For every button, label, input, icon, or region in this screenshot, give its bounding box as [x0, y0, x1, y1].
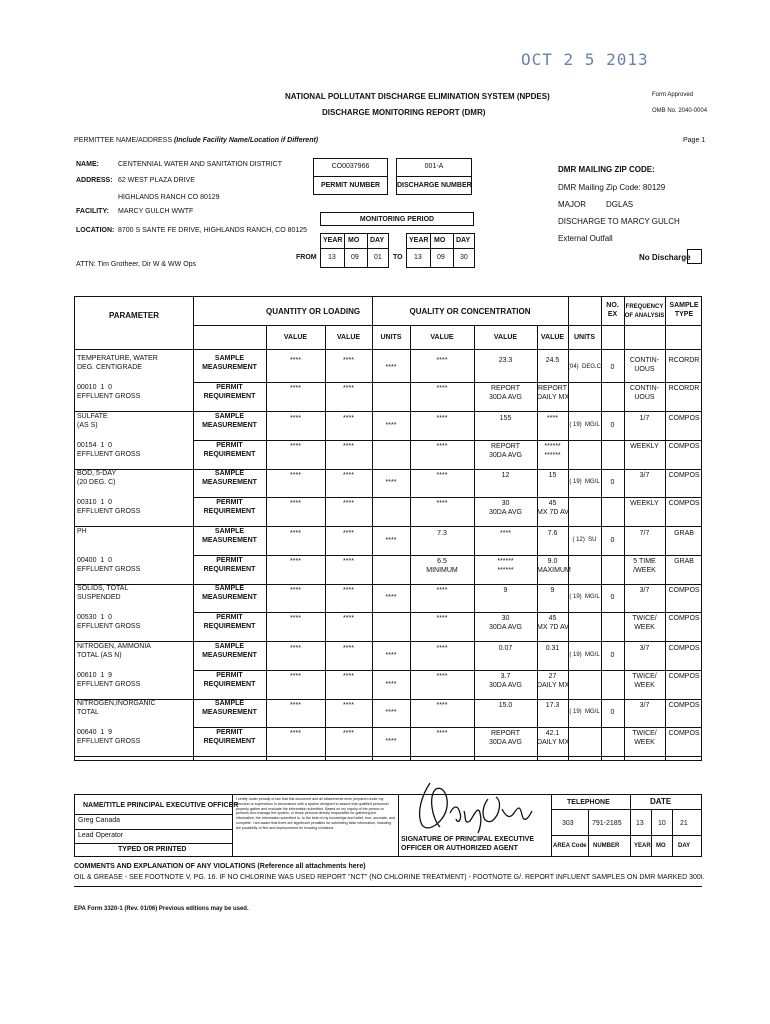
- sample-c2: 9: [503, 587, 508, 594]
- sample-qu: ****: [385, 364, 397, 371]
- sample-c2: 155: [499, 414, 512, 422]
- to-date-box: [406, 233, 475, 268]
- area-code-label: AREA Code: [553, 843, 587, 849]
- sample-c3: ****: [547, 414, 558, 422]
- sample-cu: ( 19) MG/L: [569, 594, 600, 600]
- permit-freq: WEEKLY: [630, 500, 659, 507]
- sample-c2: 0.07: [498, 644, 513, 652]
- permit-q2: ****: [343, 385, 354, 392]
- parameter-name: SULFATE (AS S): [77, 412, 108, 429]
- sample-ex: 0: [610, 364, 615, 371]
- sample-measurement-label: SAMPLE MEASUREMENT: [202, 527, 257, 544]
- value-col-header: VALUE: [283, 334, 308, 341]
- parameter-name: PH: [77, 527, 87, 535]
- permit-q2: ****: [343, 615, 354, 622]
- permit-type: COMPOS: [668, 442, 700, 450]
- sample-type-header: SAMPLE TYPE: [669, 302, 699, 318]
- to-label: TO: [393, 254, 403, 261]
- form-approved: Form Approved: [652, 92, 694, 98]
- sample-qu: ****: [385, 594, 397, 601]
- sample-c3: 0.31: [545, 644, 560, 652]
- permit-freq: WEEKLY: [630, 442, 659, 450]
- permit-c2: REPORT 30DA AVG: [489, 442, 522, 459]
- mailing-title: DMR MAILING ZIP CODE:: [558, 165, 655, 174]
- permit-c1: ****: [436, 672, 448, 680]
- permit-q1: ****: [290, 730, 301, 737]
- permit-c2: ****** ******: [497, 557, 514, 574]
- sample-q1: ****: [290, 357, 301, 364]
- sample-q2: ****: [343, 414, 354, 422]
- facility-name: MARCY GULCH WWTF: [118, 208, 194, 215]
- sample-qu: ****: [385, 709, 397, 716]
- parameter-code: 00400 1 0 EFFLUENT GROSS: [77, 556, 141, 573]
- from-month: 09: [351, 254, 359, 261]
- sample-c1: ****: [436, 702, 448, 709]
- permit-freq: CONTIN- UOUS: [629, 385, 660, 401]
- name-label: NAME:: [76, 161, 99, 168]
- sample-c1: ****: [436, 414, 448, 422]
- permit-number-label: PERMIT NUMBER: [320, 182, 381, 189]
- permit-type: COMPOS: [668, 730, 700, 737]
- sample-cu: (04) DEG.C: [568, 364, 602, 370]
- permit-q1: ****: [290, 557, 301, 565]
- sample-cu: ( 19) MG/L: [569, 651, 600, 658]
- sample-q2: ****: [343, 472, 354, 479]
- sample-cu: ( 19) MG/L: [569, 709, 600, 715]
- permit-c3: 27 DAILY MX: [537, 672, 570, 689]
- sample-q1: ****: [290, 414, 301, 422]
- parameter-code: 00310 1 0 EFFLUENT GROSS: [77, 499, 141, 515]
- sample-measurement-label: SAMPLE MEASUREMENT: [202, 412, 257, 429]
- sample-q2: ****: [343, 587, 354, 594]
- parameter-code: 00640 1 9 EFFLUENT GROSS: [77, 729, 141, 745]
- form-subtitle: DISCHARGE MONITORING REPORT (DMR): [322, 108, 486, 117]
- dglas-label: DGLAS: [606, 200, 634, 209]
- sample-ex: 0: [610, 709, 615, 716]
- sample-c2: 23.3: [498, 357, 513, 364]
- comments-title: COMMENTS AND EXPLANATION OF ANY VIOLATIONS (Reference all attachments here): [74, 863, 366, 870]
- sample-measurement-label: SAMPLE MEASUREMENT: [202, 470, 257, 486]
- sample-c2: ****: [500, 529, 511, 537]
- permittee-label: PERMITTEE NAME/ADDRESS (Include Facility Name/Location if Different): [74, 137, 319, 144]
- permit-requirement-label: PERMIT REQUIREMENT: [203, 729, 256, 745]
- sample-freq: 3/7: [639, 644, 650, 652]
- comments-text: OIL & GREASE - SEE FOOTNOTE V, PG. 16. IF NO CHLORINE WAS USED REPORT "NCT" (NO CHLORINE TREATMENT) - FOOTNOTE G/. REPORT INFLUENT SAMPLES ON DMR MARKED 300I.: [74, 874, 705, 881]
- officer-title-label: NAME/TITLE PRINCIPAL EXECUTIVE OFFICER: [83, 802, 239, 809]
- permit-q1: ****: [290, 442, 301, 450]
- parameter-name: SOLIDS, TOTAL SUSPENDED: [77, 585, 129, 601]
- parameter-name: NITROGEN, AMMONIA TOTAL (AS N): [77, 642, 151, 659]
- permit-number: CO0037966: [331, 163, 370, 170]
- sample-qu: ****: [385, 651, 397, 659]
- sample-q2: ****: [343, 644, 354, 652]
- permit-c3: 9.0 MAXIMUM: [537, 557, 571, 574]
- sample-cu: ( 19) MG/L: [569, 421, 600, 428]
- sample-c2: 12: [501, 472, 510, 479]
- to-year-label: YEAR: [409, 237, 429, 244]
- parameter-code: 00610 1 9 EFFLUENT GROSS: [77, 671, 141, 688]
- sample-cu: ( 12) SU: [572, 536, 597, 543]
- sample-measurement-label: SAMPLE MEASUREMENT: [202, 585, 257, 601]
- permit-c1: 6.5 MINIMUM: [426, 557, 458, 574]
- sample-type: GRAB: [674, 529, 694, 537]
- permit-number-box: [313, 158, 388, 195]
- permit-q1: ****: [290, 385, 301, 392]
- to-day: 30: [460, 254, 468, 261]
- sample-cu: ( 19) MG/L: [569, 479, 600, 485]
- form-title: NATIONAL POLLUTANT DISCHARGE ELIMINATION SYSTEM (NPDES): [285, 92, 550, 101]
- sample-freq: CONTIN- UOUS: [629, 357, 660, 373]
- value-col-header: VALUE: [336, 334, 361, 341]
- sample-type: RCORDR: [668, 357, 700, 364]
- parameter-code: 00154 1 0 EFFLUENT GROSS: [77, 441, 141, 458]
- from-year-label: YEAR: [323, 237, 343, 244]
- omb-number: OMB No. 2040-0004: [652, 108, 708, 114]
- value-col-header: VALUE: [540, 334, 565, 341]
- permit-c1: ****: [436, 500, 448, 507]
- permit-c3: ****** ******: [544, 442, 561, 459]
- external-outfall: External Outfall: [558, 234, 613, 243]
- date-label: DATE: [650, 797, 672, 806]
- sample-q1: ****: [290, 472, 301, 479]
- units-col-header: UNITS: [380, 334, 402, 341]
- sample-type: COMPOS: [668, 472, 700, 479]
- permit-q2: ****: [343, 557, 354, 565]
- sample-ex: 0: [610, 421, 615, 429]
- sample-freq: 3/7: [639, 702, 650, 709]
- address-line-2: HIGHLANDS RANCH CO 80129: [118, 194, 220, 201]
- date-year: 13: [636, 820, 644, 827]
- sample-type: COMPOS: [668, 644, 700, 652]
- attention-line: ATTN: Tim Grotheer, Dir W & WW Ops: [76, 261, 197, 268]
- no-discharge-label: No Discharge: [639, 253, 691, 262]
- from-year: 13: [328, 254, 336, 261]
- sample-type: COMPOS: [668, 587, 700, 594]
- to-month: 09: [437, 254, 445, 261]
- monitoring-period-title: MONITORING PERIOD: [359, 216, 435, 223]
- year-label: YEAR: [634, 843, 651, 849]
- permit-c3: 42.1 DAILY MX: [537, 730, 570, 746]
- permit-c3: 45 MX 7D AV: [537, 615, 569, 631]
- permit-freq: TWICE/ WEEK: [632, 672, 657, 689]
- telephone-number: 791-2185: [592, 820, 622, 827]
- signature-image: [410, 775, 545, 837]
- sample-q2: ****: [343, 357, 354, 364]
- permit-c3: 45 MX 7D AV: [537, 500, 569, 516]
- to-year: 13: [414, 254, 422, 261]
- from-day: 01: [374, 254, 382, 261]
- sample-ex: 0: [610, 536, 615, 544]
- frequency-header: FREQUENCY OF ANALYSIS: [624, 304, 665, 319]
- permit-q1: ****: [290, 672, 301, 680]
- permit-type: GRAB: [674, 557, 694, 565]
- permit-c2: 3.7 30DA AVG: [489, 672, 522, 689]
- permit-c2: REPORT 30DA AVG: [489, 385, 522, 401]
- officer-role: Lead Operator: [78, 832, 124, 839]
- sample-q1: ****: [290, 587, 301, 594]
- permit-c1: ****: [436, 730, 448, 737]
- telephone-area-code: 303: [562, 820, 574, 827]
- sample-measurement-label: SAMPLE MEASUREMENT: [202, 642, 257, 659]
- permit-requirement-label: PERMIT REQUIREMENT: [203, 614, 256, 630]
- parameter-header: PARAMETER: [108, 311, 160, 320]
- no-discharge-checkbox[interactable]: [687, 249, 702, 264]
- sample-measurement-label: SAMPLE MEASUREMENT: [202, 355, 257, 371]
- parameter-name: NITROGEN,INORGANIC TOTAL: [77, 700, 156, 716]
- permit-c2: 30 30DA AVG: [489, 615, 522, 631]
- permit-qu: ****: [385, 680, 397, 688]
- permit-requirement-label: PERMIT REQUIREMENT: [203, 499, 256, 515]
- quantity-loading-header: QUANTITY OR LOADING: [266, 307, 361, 316]
- permit-requirement-label: PERMIT REQUIREMENT: [203, 384, 256, 400]
- from-day-label: DAY: [370, 237, 385, 244]
- from-date-box: [320, 233, 389, 268]
- permit-c1: ****: [436, 615, 448, 622]
- date-day: 21: [680, 820, 688, 827]
- permit-freq: TWICE/ WEEK: [632, 730, 657, 746]
- permit-q2: ****: [343, 500, 354, 507]
- monitoring-period-header: [320, 212, 474, 226]
- permit-freq: TWICE/ WEEK: [632, 615, 657, 631]
- permit-type: COMPOS: [668, 615, 700, 622]
- address-label: ADDRESS:: [76, 177, 113, 184]
- sample-type: COMPOS: [668, 702, 700, 709]
- value-col-header: VALUE: [493, 334, 518, 341]
- units-col-header: UNITS: [574, 334, 595, 341]
- sample-c1: 7.3: [437, 529, 447, 537]
- discharge-number: 001-A: [424, 163, 444, 170]
- sample-c1: ****: [436, 472, 448, 479]
- day-label: DAY: [678, 843, 691, 849]
- parameter-code: 00010 1 0 EFFLUENT GROSS: [77, 384, 141, 400]
- permit-requirement-label: PERMIT REQUIREMENT: [203, 441, 256, 458]
- mailing-zip: DMR Mailing Zip Code: 80129: [558, 183, 666, 192]
- sample-q1: ****: [290, 529, 301, 537]
- received-date-stamp: OCT 2 5 2013: [521, 50, 649, 69]
- permit-requirement-label: PERMIT REQUIREMENT: [203, 671, 256, 688]
- sample-q2: ****: [343, 702, 354, 709]
- value-col-header: VALUE: [430, 334, 454, 341]
- permit-c2: 30 30DA AVG: [489, 500, 522, 516]
- sample-qu: ****: [385, 479, 397, 486]
- sample-q2: ****: [343, 529, 354, 537]
- number-label: NUMBER: [593, 843, 620, 849]
- permit-c1: ****: [436, 385, 448, 392]
- sample-freq: 3/7: [639, 587, 650, 594]
- telephone-label: TELEPHONE: [567, 799, 610, 806]
- permit-c3: REPORT DAILY MX: [537, 385, 570, 401]
- permit-q2: ****: [343, 672, 354, 680]
- permit-c2: REPORT 30DA AVG: [489, 730, 522, 746]
- permit-q2: ****: [343, 442, 354, 450]
- sample-measurement-label: SAMPLE MEASUREMENT: [202, 700, 257, 716]
- date-month: 10: [658, 820, 666, 827]
- sample-freq: 7/7: [639, 529, 650, 537]
- major-label: MAJOR: [558, 200, 586, 209]
- sample-c3: 7.6: [547, 529, 558, 537]
- signature-section: [74, 794, 702, 857]
- permit-requirement-label: PERMIT REQUIREMENT: [203, 556, 256, 573]
- permit-type: COMPOS: [668, 500, 700, 507]
- discharge-number-box: [396, 158, 472, 195]
- sample-q1: ****: [290, 644, 301, 652]
- from-mo-label: MO: [348, 237, 360, 244]
- sample-c1: ****: [436, 644, 448, 652]
- sample-ex: 0: [610, 594, 615, 601]
- form-footer: EPA Form 3320-1 (Rev. 01/06) Previous editions may be used.: [74, 906, 249, 912]
- from-label: FROM: [296, 254, 317, 261]
- permit-type: RCORDR: [668, 385, 700, 392]
- mo-label: MO: [656, 843, 666, 849]
- parameter-table: [74, 296, 702, 761]
- to-day-label: DAY: [456, 237, 471, 244]
- facility-label: FACILITY:: [76, 208, 109, 215]
- to-mo-label: MO: [434, 237, 446, 244]
- permittee-name: CENTENNIAL WATER AND SANITATION DISTRICT: [118, 161, 282, 168]
- sample-c3: 24.5: [545, 357, 560, 364]
- sample-c3: 17.3: [545, 702, 560, 709]
- permit-qu: ****: [385, 738, 397, 745]
- parameter-code: 00530 1 0 EFFLUENT GROSS: [77, 614, 141, 630]
- sample-qu: ****: [385, 536, 397, 544]
- sample-ex: 0: [610, 651, 615, 659]
- sample-c3: 15: [548, 472, 557, 479]
- sample-c1: ****: [436, 587, 448, 594]
- parameter-name: BOD, 5-DAY (20 DEG. C): [77, 470, 117, 486]
- sample-qu: ****: [385, 421, 397, 429]
- address-line-1: 62 WEST PLAZA DRIVE: [118, 177, 195, 184]
- typed-label: TYPED OR PRINTED: [118, 846, 187, 853]
- sample-freq: 1/7: [639, 414, 650, 422]
- parameter-name: TEMPERATURE, WATER DEG. CENTIGRADE: [77, 355, 158, 371]
- permit-q1: ****: [290, 500, 301, 507]
- page-number: Page 1: [683, 137, 706, 144]
- quality-concentration-header: QUALITY OR CONCENTRATION: [409, 307, 531, 316]
- sample-freq: 3/7: [639, 472, 650, 479]
- permit-q2: ****: [343, 730, 354, 737]
- sample-c1: ****: [436, 357, 448, 364]
- location-label: LOCATION:: [76, 227, 115, 234]
- permit-q1: ****: [290, 615, 301, 622]
- sample-type: COMPOS: [668, 414, 700, 422]
- discharge-number-label: DISCHARGE NUMBER: [397, 182, 472, 189]
- discharge-to: DISCHARGE TO MARCY GULCH: [558, 217, 680, 226]
- sample-ex: 0: [610, 479, 615, 486]
- location-value: 8700 S SANTE FE DRIVE, HIGHLANDS RANCH, CO 80125: [118, 227, 308, 234]
- sample-c2: 15.0: [498, 702, 513, 709]
- sample-c3: 9: [550, 587, 555, 594]
- certification-text: I certify under penalty of law that this document and all attachments were prepared under my direction or supervision in accordance with a system designed to assure that qualified personnel properly gather and evaluate the information submitted. Based on my inquiry of the person or persons who manage the system, or those persons directly responsible for gathering the information, the information submitted is, to the best of my knowledge and belief, true, accurate, and complete. I am aware that there are significant penalties for submitting false information, including the possibility of fine and imprisonment for knowing violations.: [236, 797, 396, 830]
- no-ex-header: NO. EX: [606, 302, 619, 318]
- permit-type: COMPOS: [668, 672, 700, 680]
- officer-name: Greg Canada: [78, 817, 121, 824]
- permit-freq: 5 TIME /WEEK: [633, 557, 656, 574]
- signature-label: SIGNATURE OF PRINCIPAL EXECUTIVE OFFICER OR AUTHORIZED AGENT: [401, 836, 535, 852]
- permit-c1: ****: [436, 442, 448, 450]
- sample-q1: ****: [290, 702, 301, 709]
